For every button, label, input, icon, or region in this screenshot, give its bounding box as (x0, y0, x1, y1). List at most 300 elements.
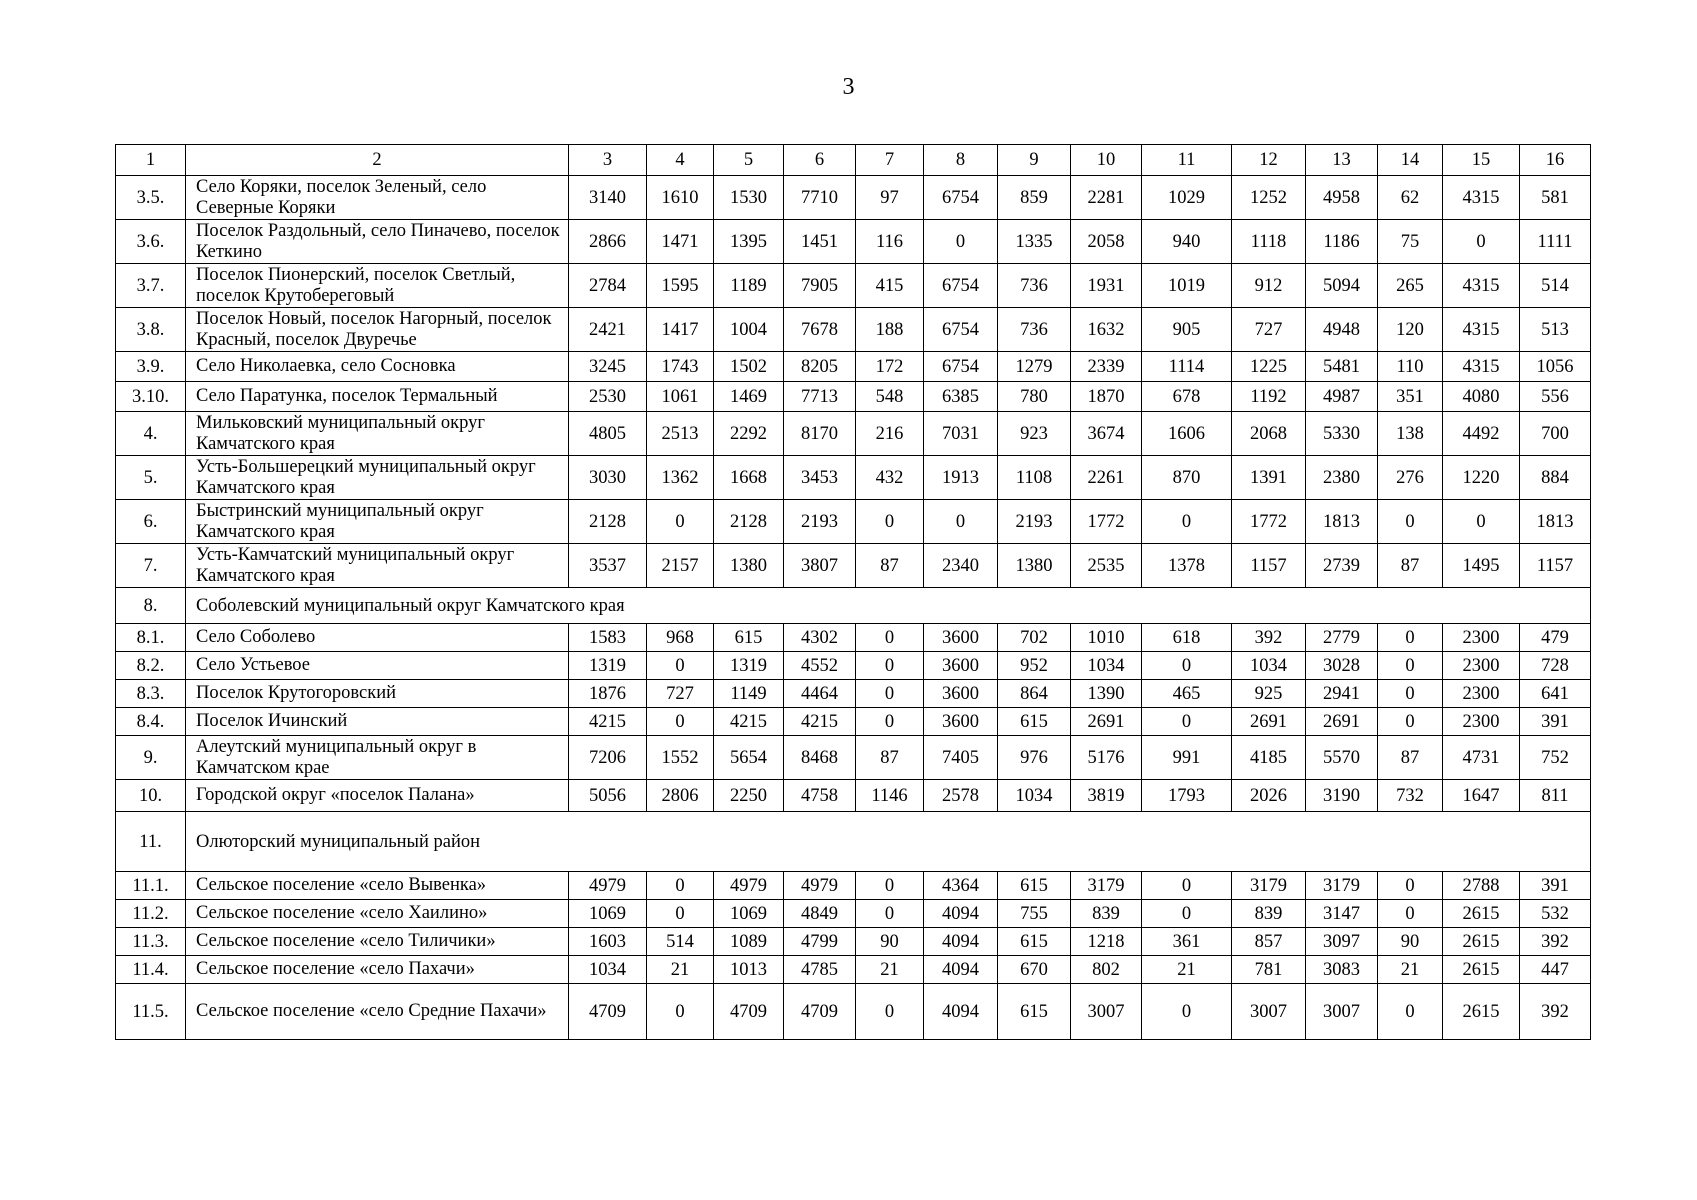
value-cell: 62 (1378, 176, 1443, 220)
table-row (116, 736, 1591, 780)
table-row (116, 812, 1591, 872)
value-cell: 90 (856, 928, 924, 956)
value-cell: 1069 (714, 900, 784, 928)
value-cell: 912 (1232, 264, 1306, 308)
value-cell: 0 (856, 500, 924, 544)
row-name: Село Устьевое (186, 652, 569, 680)
value-cell: 479 (1520, 624, 1591, 652)
header-cell: 13 (1306, 145, 1378, 176)
value-cell: 2578 (924, 780, 998, 812)
value-cell: 615 (998, 708, 1071, 736)
value-cell: 2058 (1071, 220, 1142, 264)
value-cell: 4215 (714, 708, 784, 736)
row-number: 3.9. (116, 352, 186, 382)
value-cell: 90 (1378, 928, 1443, 956)
row-name: Усть-Большерецкий муниципальный округ Камчатского края (186, 456, 569, 500)
value-cell: 172 (856, 352, 924, 382)
value-cell: 2866 (569, 220, 647, 264)
header-cell: 11 (1142, 145, 1232, 176)
value-cell: 1111 (1520, 220, 1591, 264)
value-cell: 4364 (924, 872, 998, 900)
value-cell: 3007 (1306, 984, 1378, 1040)
value-cell: 4185 (1232, 736, 1306, 780)
value-cell: 1610 (647, 176, 714, 220)
value-cell: 21 (1378, 956, 1443, 984)
value-cell: 3140 (569, 176, 647, 220)
row-name: Олюторский муниципальный район (186, 812, 1591, 872)
table-row (116, 900, 1591, 928)
value-cell: 2941 (1306, 680, 1378, 708)
table-row (116, 500, 1591, 544)
value-cell: 5654 (714, 736, 784, 780)
table-row (116, 382, 1591, 412)
value-cell: 884 (1520, 456, 1591, 500)
value-cell: 120 (1378, 308, 1443, 352)
row-number: 3.6. (116, 220, 186, 264)
row-number: 3.8. (116, 308, 186, 352)
header-cell: 10 (1071, 145, 1142, 176)
value-cell: 7678 (784, 308, 856, 352)
value-cell: 3674 (1071, 412, 1142, 456)
value-cell: 0 (1142, 652, 1232, 680)
value-cell: 0 (647, 500, 714, 544)
value-cell: 4785 (784, 956, 856, 984)
value-cell: 1279 (998, 352, 1071, 382)
value-cell: 2026 (1232, 780, 1306, 812)
value-cell: 0 (1142, 708, 1232, 736)
value-cell: 0 (856, 708, 924, 736)
value-cell: 3453 (784, 456, 856, 500)
value-cell: 2300 (1443, 652, 1520, 680)
value-cell: 1061 (647, 382, 714, 412)
value-cell: 3147 (1306, 900, 1378, 928)
value-cell: 110 (1378, 352, 1443, 382)
page-number: 3 (842, 74, 855, 100)
value-cell: 732 (1378, 780, 1443, 812)
value-cell: 514 (1520, 264, 1591, 308)
value-cell: 87 (1378, 544, 1443, 588)
value-cell: 276 (1378, 456, 1443, 500)
value-cell: 391 (1520, 708, 1591, 736)
value-cell: 1471 (647, 220, 714, 264)
value-cell: 4799 (784, 928, 856, 956)
row-name: Городской округ «поселок Палана» (186, 780, 569, 812)
value-cell: 265 (1378, 264, 1443, 308)
row-number: 11.3. (116, 928, 186, 956)
row-number: 3.5. (116, 176, 186, 220)
row-number: 10. (116, 780, 186, 812)
value-cell: 2340 (924, 544, 998, 588)
value-cell: 3179 (1232, 872, 1306, 900)
value-cell: 1417 (647, 308, 714, 352)
value-cell: 859 (998, 176, 1071, 220)
value-cell: 87 (856, 736, 924, 780)
value-cell: 3179 (1306, 872, 1378, 900)
value-cell: 678 (1142, 382, 1232, 412)
row-name: Быстринский муниципальный округ Камчатского края (186, 500, 569, 544)
value-cell: 2193 (784, 500, 856, 544)
value-cell: 116 (856, 220, 924, 264)
row-number: 8. (116, 588, 186, 624)
value-cell: 1647 (1443, 780, 1520, 812)
row-number: 5. (116, 456, 186, 500)
row-name: Поселок Пионерский, поселок Светлый, поселок Крутобереговый (186, 264, 569, 308)
table-row (116, 984, 1591, 1040)
value-cell: 615 (714, 624, 784, 652)
value-cell: 1595 (647, 264, 714, 308)
value-cell: 727 (1232, 308, 1306, 352)
value-cell: 7905 (784, 264, 856, 308)
row-name: Поселок Крутогоровский (186, 680, 569, 708)
value-cell: 4958 (1306, 176, 1378, 220)
value-cell: 2300 (1443, 708, 1520, 736)
value-cell: 4987 (1306, 382, 1378, 412)
value-cell: 465 (1142, 680, 1232, 708)
table-row (116, 708, 1591, 736)
table-row (116, 624, 1591, 652)
header-cell: 16 (1520, 145, 1591, 176)
value-cell: 0 (856, 900, 924, 928)
row-number: 11.4. (116, 956, 186, 984)
value-cell: 7713 (784, 382, 856, 412)
row-number: 11. (116, 812, 186, 872)
table-row (116, 544, 1591, 588)
row-name: Сельское поселение «село Пахачи» (186, 956, 569, 984)
table-row (116, 780, 1591, 812)
value-cell: 1034 (1071, 652, 1142, 680)
value-cell: 5481 (1306, 352, 1378, 382)
row-number: 6. (116, 500, 186, 544)
value-cell: 1391 (1232, 456, 1306, 500)
value-cell: 0 (647, 708, 714, 736)
value-cell: 0 (647, 872, 714, 900)
row-name: Поселок Раздольный, село Пиначево, поселок Кеткино (186, 220, 569, 264)
value-cell: 87 (856, 544, 924, 588)
value-cell: 351 (1378, 382, 1443, 412)
value-cell: 870 (1142, 456, 1232, 500)
value-cell: 3007 (1071, 984, 1142, 1040)
value-cell: 1149 (714, 680, 784, 708)
value-cell: 1813 (1520, 500, 1591, 544)
value-cell: 905 (1142, 308, 1232, 352)
header-cell: 5 (714, 145, 784, 176)
value-cell: 0 (1443, 500, 1520, 544)
value-cell: 0 (1378, 984, 1443, 1040)
value-cell: 4709 (784, 984, 856, 1040)
value-cell: 4979 (784, 872, 856, 900)
header-cell: 9 (998, 145, 1071, 176)
value-cell: 21 (647, 956, 714, 984)
row-name: Село Паратунка, поселок Термальный (186, 382, 569, 412)
value-cell: 940 (1142, 220, 1232, 264)
value-cell: 4215 (784, 708, 856, 736)
value-cell: 4731 (1443, 736, 1520, 780)
value-cell: 1186 (1306, 220, 1378, 264)
value-cell: 4094 (924, 956, 998, 984)
value-cell: 3028 (1306, 652, 1378, 680)
header-cell: 2 (186, 145, 569, 176)
value-cell: 3179 (1071, 872, 1142, 900)
value-cell: 7206 (569, 736, 647, 780)
row-number: 11.1. (116, 872, 186, 900)
value-cell: 780 (998, 382, 1071, 412)
value-cell: 811 (1520, 780, 1591, 812)
row-name: Сельское поселение «село Тиличики» (186, 928, 569, 956)
value-cell: 1252 (1232, 176, 1306, 220)
header-cell: 4 (647, 145, 714, 176)
value-cell: 615 (998, 872, 1071, 900)
value-cell: 4492 (1443, 412, 1520, 456)
value-cell: 1069 (569, 900, 647, 928)
value-cell: 556 (1520, 382, 1591, 412)
value-cell: 97 (856, 176, 924, 220)
value-cell: 0 (856, 984, 924, 1040)
row-name: Поселок Ичинский (186, 708, 569, 736)
value-cell: 4315 (1443, 352, 1520, 382)
value-cell: 1380 (998, 544, 1071, 588)
row-number: 3.10. (116, 382, 186, 412)
value-cell: 6385 (924, 382, 998, 412)
value-cell: 514 (647, 928, 714, 956)
value-cell: 4849 (784, 900, 856, 928)
value-cell: 802 (1071, 956, 1142, 984)
value-cell: 4709 (714, 984, 784, 1040)
value-cell: 0 (1142, 984, 1232, 1040)
header-cell: 12 (1232, 145, 1306, 176)
value-cell: 1192 (1232, 382, 1306, 412)
table-row (116, 652, 1591, 680)
value-cell: 0 (1378, 680, 1443, 708)
value-cell: 8468 (784, 736, 856, 780)
value-cell: 0 (924, 500, 998, 544)
value-cell: 2300 (1443, 680, 1520, 708)
value-cell: 1118 (1232, 220, 1306, 264)
value-cell: 1108 (998, 456, 1071, 500)
row-name: Мильковский муниципальный округ Камчатского края (186, 412, 569, 456)
value-cell: 392 (1520, 928, 1591, 956)
table-row (116, 456, 1591, 500)
row-number: 7. (116, 544, 186, 588)
value-cell: 1495 (1443, 544, 1520, 588)
value-cell: 5176 (1071, 736, 1142, 780)
value-cell: 216 (856, 412, 924, 456)
value-cell: 615 (998, 984, 1071, 1040)
value-cell: 3097 (1306, 928, 1378, 956)
value-cell: 2615 (1443, 928, 1520, 956)
value-cell: 3600 (924, 624, 998, 652)
value-cell: 781 (1232, 956, 1306, 984)
value-cell: 2261 (1071, 456, 1142, 500)
table-row (116, 264, 1591, 308)
value-cell: 21 (856, 956, 924, 984)
value-cell: 532 (1520, 900, 1591, 928)
value-cell: 0 (1378, 624, 1443, 652)
row-number: 8.3. (116, 680, 186, 708)
value-cell: 2068 (1232, 412, 1306, 456)
value-cell: 1530 (714, 176, 784, 220)
value-cell: 1743 (647, 352, 714, 382)
data-table (115, 144, 1591, 1040)
value-cell: 5056 (569, 780, 647, 812)
value-cell: 4805 (569, 412, 647, 456)
value-cell: 839 (1071, 900, 1142, 928)
value-cell: 361 (1142, 928, 1232, 956)
value-cell: 4315 (1443, 176, 1520, 220)
value-cell: 3600 (924, 652, 998, 680)
value-cell: 1220 (1443, 456, 1520, 500)
header-cell: 15 (1443, 145, 1520, 176)
value-cell: 3819 (1071, 780, 1142, 812)
value-cell: 6754 (924, 264, 998, 308)
value-cell: 1089 (714, 928, 784, 956)
value-cell: 4315 (1443, 308, 1520, 352)
value-cell: 391 (1520, 872, 1591, 900)
value-cell: 2615 (1443, 956, 1520, 984)
table-row (116, 956, 1591, 984)
value-cell: 7710 (784, 176, 856, 220)
value-cell: 2128 (714, 500, 784, 544)
value-cell: 976 (998, 736, 1071, 780)
value-cell: 670 (998, 956, 1071, 984)
value-cell: 0 (1142, 500, 1232, 544)
value-cell: 752 (1520, 736, 1591, 780)
value-cell: 1606 (1142, 412, 1232, 456)
value-cell: 3245 (569, 352, 647, 382)
value-cell: 0 (856, 652, 924, 680)
row-name: Соболевский муниципальный округ Камчатского края (186, 588, 1591, 624)
value-cell: 5094 (1306, 264, 1378, 308)
value-cell: 4979 (714, 872, 784, 900)
row-number: 8.2. (116, 652, 186, 680)
value-cell: 21 (1142, 956, 1232, 984)
value-cell: 432 (856, 456, 924, 500)
value-cell: 7405 (924, 736, 998, 780)
value-cell: 3030 (569, 456, 647, 500)
value-cell: 5570 (1306, 736, 1378, 780)
value-cell: 1034 (998, 780, 1071, 812)
value-cell: 4979 (569, 872, 647, 900)
header-cell: 3 (569, 145, 647, 176)
value-cell: 1390 (1071, 680, 1142, 708)
value-cell: 2339 (1071, 352, 1142, 382)
value-cell: 392 (1520, 984, 1591, 1040)
value-cell: 755 (998, 900, 1071, 928)
value-cell: 2788 (1443, 872, 1520, 900)
value-cell: 0 (647, 652, 714, 680)
value-cell: 0 (1443, 220, 1520, 264)
table-row (116, 588, 1591, 624)
table-row (116, 412, 1591, 456)
value-cell: 4464 (784, 680, 856, 708)
value-cell: 1034 (569, 956, 647, 984)
row-name: Сельское поселение «село Вывенка» (186, 872, 569, 900)
value-cell: 2691 (1071, 708, 1142, 736)
value-cell: 188 (856, 308, 924, 352)
value-cell: 1380 (714, 544, 784, 588)
row-name: Поселок Новый, поселок Нагорный, поселок Красный, поселок Двуречье (186, 308, 569, 352)
value-cell: 2193 (998, 500, 1071, 544)
value-cell: 548 (856, 382, 924, 412)
value-cell: 0 (1378, 500, 1443, 544)
row-name: Сельское поселение «село Средние Пахачи» (186, 984, 569, 1040)
header-row (116, 145, 1591, 176)
value-cell: 3600 (924, 708, 998, 736)
row-name: Сельское поселение «село Хаилино» (186, 900, 569, 928)
value-cell: 1451 (784, 220, 856, 264)
value-cell: 1004 (714, 308, 784, 352)
value-cell: 87 (1378, 736, 1443, 780)
value-cell: 1772 (1232, 500, 1306, 544)
value-cell: 1362 (647, 456, 714, 500)
header-cell: 6 (784, 145, 856, 176)
value-cell: 1056 (1520, 352, 1591, 382)
value-cell: 1225 (1232, 352, 1306, 382)
value-cell: 0 (856, 624, 924, 652)
value-cell: 728 (1520, 652, 1591, 680)
value-cell: 952 (998, 652, 1071, 680)
value-cell: 0 (647, 900, 714, 928)
value-cell: 0 (856, 872, 924, 900)
value-cell: 1319 (714, 652, 784, 680)
table-row (116, 872, 1591, 900)
table-row (116, 928, 1591, 956)
value-cell: 4552 (784, 652, 856, 680)
row-number: 9. (116, 736, 186, 780)
value-cell: 736 (998, 264, 1071, 308)
value-cell: 2250 (714, 780, 784, 812)
value-cell: 923 (998, 412, 1071, 456)
value-cell: 2691 (1232, 708, 1306, 736)
value-cell: 581 (1520, 176, 1591, 220)
value-cell: 2530 (569, 382, 647, 412)
value-cell: 857 (1232, 928, 1306, 956)
value-cell: 0 (1378, 900, 1443, 928)
header-cell: 14 (1378, 145, 1443, 176)
value-cell: 3537 (569, 544, 647, 588)
header-cell: 1 (116, 145, 186, 176)
value-cell: 1218 (1071, 928, 1142, 956)
value-cell: 839 (1232, 900, 1306, 928)
value-cell: 138 (1378, 412, 1443, 456)
value-cell: 3007 (1232, 984, 1306, 1040)
value-cell: 702 (998, 624, 1071, 652)
value-cell: 727 (647, 680, 714, 708)
value-cell: 1319 (569, 652, 647, 680)
value-cell: 2513 (647, 412, 714, 456)
value-cell: 618 (1142, 624, 1232, 652)
value-cell: 1029 (1142, 176, 1232, 220)
row-name: Усть-Камчатский муниципальный округ Камчатского края (186, 544, 569, 588)
row-number: 11.2. (116, 900, 186, 928)
value-cell: 1583 (569, 624, 647, 652)
value-cell: 1913 (924, 456, 998, 500)
table-row (116, 308, 1591, 352)
value-cell: 4758 (784, 780, 856, 812)
value-cell: 864 (998, 680, 1071, 708)
value-cell: 1335 (998, 220, 1071, 264)
value-cell: 2421 (569, 308, 647, 352)
value-cell: 1876 (569, 680, 647, 708)
row-number: 4. (116, 412, 186, 456)
row-name: Алеутский муниципальный округ в Камчатском крае (186, 736, 569, 780)
value-cell: 1469 (714, 382, 784, 412)
value-cell: 1157 (1520, 544, 1591, 588)
value-cell: 1813 (1306, 500, 1378, 544)
value-cell: 0 (1142, 872, 1232, 900)
table-row (116, 220, 1591, 264)
value-cell: 4709 (569, 984, 647, 1040)
row-name: Село Коряки, поселок Зеленый, село Северные Коряки (186, 176, 569, 220)
